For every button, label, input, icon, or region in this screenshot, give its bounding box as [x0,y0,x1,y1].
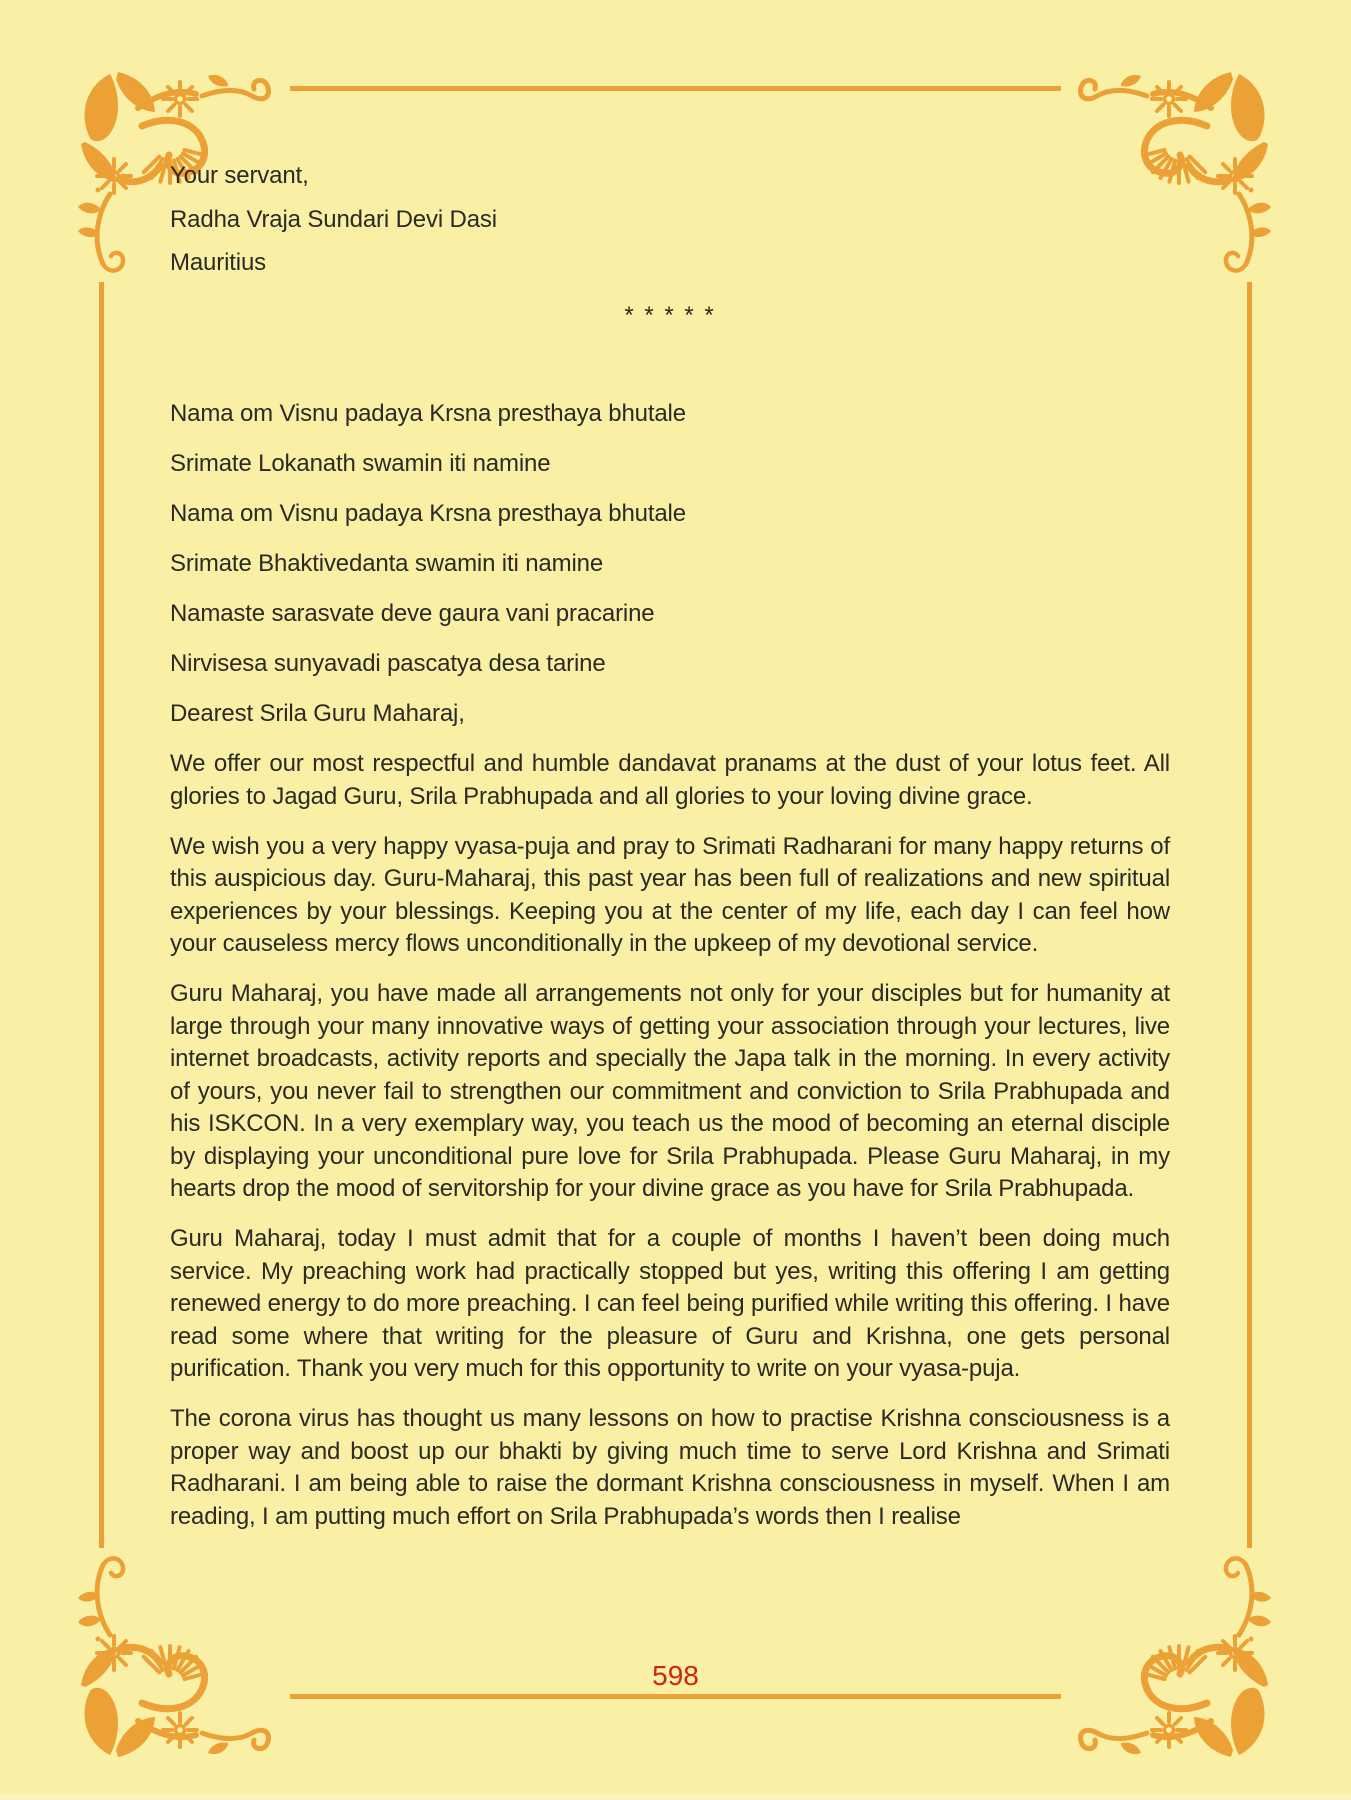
paragraph-4: Guru Maharaj, today I must admit that for a couple of months I haven’t been doing much service. My preaching work had practically stopped but yes, writing this offering I am getting renewed energy to do more preaching. I can feel being purified while writing this offering. I have read some where that writing for the pleasure of Guru and Krishna, one gets personal purification. Thank you very much for this opportunity to write on your vyasa-puja. [170,1225,1170,1382]
border-line-right [1247,282,1252,1548]
border-line-bottom [290,1694,1061,1699]
invocation-line-6: Nirvisesa sunyavadi pascatya desa tarine [170,650,606,677]
salutation: Dearest Srila Guru Maharaj, [170,700,465,727]
corner-ornament-bottom-right-icon [1071,1552,1271,1757]
paragraph-3: Guru Maharaj, you have made all arrangements not only for your disciples but for humanity at large through your many innovative ways of getting your association through your lectures, live internet broadcasts, activity reports and specially the Japa talk in the morning. In every activity of yours, you never fail to strengthen our commitment and conviction to Srila Prabhupada and his ISKCON. In a very exemplary way, you teach us the mood of becoming an eternal disciple by displaying your unconditional pure love for Srila Prabhupada. Please Guru Maharaj, in my hearts drop the mood of servitorship for your divine grace as you have for Srila Prabhupada. [170,980,1170,1202]
signature-closing: Your servant, [170,162,309,189]
invocation-line-3: Nama om Visnu padaya Krsna presthaya bhutale [170,500,686,527]
invocation-line-5: Namaste sarasvate deve gaura vani pracarine [170,600,655,627]
corner-ornament-bottom-left-icon [78,1552,278,1757]
page-number: 598 [652,1660,699,1691]
invocation-line-4: Srimate Bhaktivedanta swamin iti namine [170,550,604,577]
invocation-line-2: Srimate Lokanath swamin iti namine [170,450,551,477]
paragraph-2: We wish you a very happy vyasa-puja and pray to Srimati Radharani for many happy returns of this auspicious day. Guru-Maharaj, this past year has been full of realizations and new spiritual experiences by your blessings. Keeping you at the center of my life, each day I can feel how your causeless mercy flows unconditionally in the upkeep of my devotional service. [170,832,1170,957]
letter-body [170,0,1170,1551]
separator-asterisks: * * * * * [624,302,716,329]
signature-name: Radha Vraja Sundari Devi Dasi [170,205,497,233]
paragraph-1: We offer our most respectful and humble dandavat pranams at the dust of your lotus feet. All glories to Jagad Guru, Srila Prabhupada and all glories to your loving divine grace. [170,750,1170,810]
page-bottom-edge [0,1794,1351,1800]
invocation-line-1: Nama om Visnu padaya Krsna presthaya bhutale [170,400,686,427]
border-line-left [99,282,104,1548]
signature-location: Mauritius [170,249,267,276]
paragraph-5: The corona virus has thought us many lessons on how to practise Krishna consciousness is a proper way and boost up our bhakti by giving much time to serve Lord Krishna and Srimati Radharani. I am being able to raise the dormant Krishna consciousness in myself. When I am reading, I am putting much effort on Srila Prabhupada’s words then I realise [170,1405,1170,1530]
